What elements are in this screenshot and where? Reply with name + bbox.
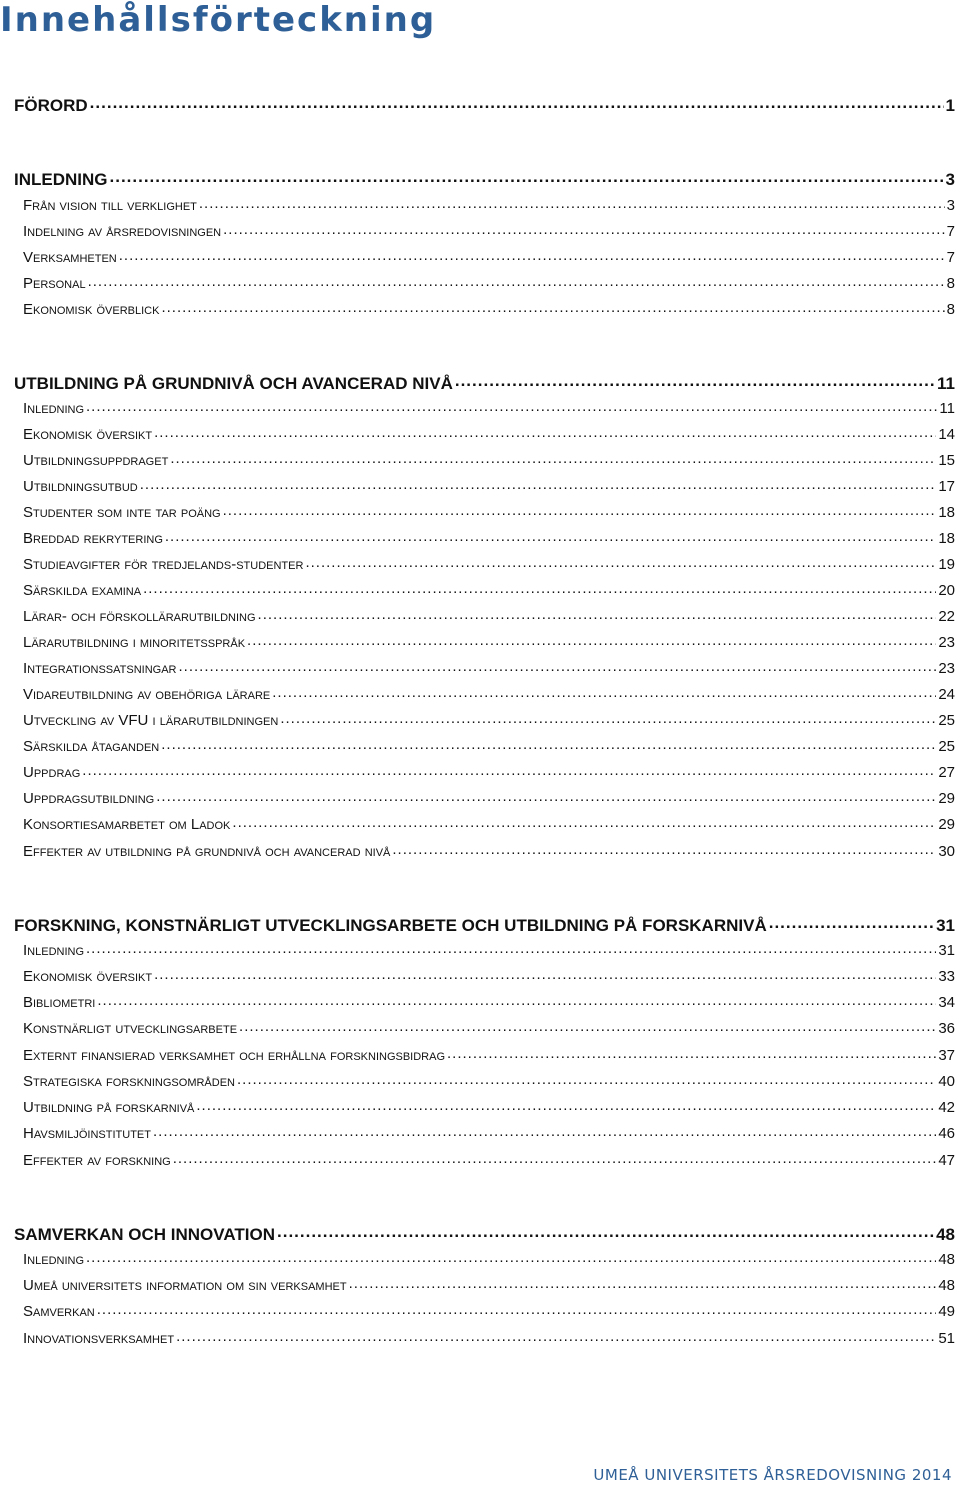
toc-entry-label: INLEDNING xyxy=(14,170,108,189)
toc-entry-label: Strategiska forskningsområden xyxy=(23,1073,235,1090)
toc-leader-dots xyxy=(161,299,944,314)
toc-entry-page-number: 25 xyxy=(938,712,955,729)
toc-entry-page-number: 1 xyxy=(945,96,955,115)
toc-subsection-entry[interactable] xyxy=(23,580,955,599)
toc-leader-dots xyxy=(110,168,944,185)
toc-leader-dots xyxy=(97,1301,937,1316)
toc-leader-dots xyxy=(153,1123,936,1138)
toc-subsection-entry[interactable] xyxy=(23,1275,955,1294)
toc-subsection-entry[interactable] xyxy=(23,1045,955,1064)
toc-entry-label: Inledning xyxy=(23,942,85,959)
toc-entry-label: Samverkan xyxy=(23,1303,95,1320)
toc-leader-dots xyxy=(258,606,937,621)
toc-leader-dots xyxy=(247,632,936,647)
toc-leader-dots xyxy=(455,372,935,389)
toc-leader-dots xyxy=(176,1328,936,1343)
toc-entry-page-number: 46 xyxy=(938,1125,955,1142)
toc-subsection-entry[interactable] xyxy=(23,299,955,318)
toc-subsection-entry[interactable] xyxy=(23,1150,955,1169)
toc-leader-dots xyxy=(154,966,936,981)
toc-leader-dots xyxy=(156,788,936,803)
toc-entry-label: Utbildningsuppdraget xyxy=(23,452,169,469)
toc-entry-page-number: 36 xyxy=(938,1020,955,1037)
toc-entry-page-number: 48 xyxy=(938,1277,955,1294)
toc-section-entry[interactable] xyxy=(14,168,955,190)
toc-entry-page-number: 8 xyxy=(946,275,955,292)
toc-entry-label: Särskilda åtaganden xyxy=(23,738,160,755)
toc-entry-label: Uppdrag xyxy=(23,764,81,781)
toc-entry-page-number: 22 xyxy=(938,608,955,625)
toc-subsection-entry[interactable] xyxy=(23,788,955,807)
toc-entry-page-number: 8 xyxy=(946,301,955,318)
toc-leader-dots xyxy=(161,736,936,751)
toc-subsection-entry[interactable] xyxy=(23,814,955,833)
toc-subsection-entry[interactable] xyxy=(23,195,955,214)
toc-leader-dots xyxy=(179,658,937,673)
toc-entry-page-number: 34 xyxy=(938,994,955,1011)
toc-entry-page-number: 23 xyxy=(938,660,955,677)
toc-entry-page-number: 29 xyxy=(938,816,955,833)
toc-entry-page-number: 49 xyxy=(938,1303,955,1320)
toc-leader-dots xyxy=(165,528,936,543)
toc-entry-page-number: 3 xyxy=(945,170,955,189)
toc-subsection-entry[interactable] xyxy=(23,1123,955,1142)
toc-subsection-entry[interactable] xyxy=(23,966,955,985)
toc-entry-label: Integrationssatsningar xyxy=(23,660,177,677)
toc-leader-dots xyxy=(272,684,936,699)
toc-leader-dots xyxy=(143,580,936,595)
toc-entry-label: Ekonomisk överblick xyxy=(23,301,160,318)
toc-entry-label: Studieavgifter för tredjelands-studenter xyxy=(23,556,304,573)
toc-subsection-entry[interactable] xyxy=(23,992,955,1011)
toc-subsection-entry[interactable] xyxy=(23,1328,955,1347)
toc-entry-label: Studenter som inte tar poäng xyxy=(23,504,221,521)
toc-entry-label: Effekter av forskning xyxy=(23,1152,171,1169)
toc-section-entry[interactable] xyxy=(14,914,955,936)
toc-entry-page-number: 48 xyxy=(936,1225,955,1244)
toc-leader-dots xyxy=(349,1275,937,1290)
toc-subsection-entry[interactable] xyxy=(23,940,955,959)
toc-entry-label: Lärar- och förskollärarutbildning xyxy=(23,608,256,625)
toc-subsection-entry[interactable] xyxy=(23,1097,955,1116)
toc-entry-page-number: 25 xyxy=(938,738,955,755)
toc-entry-label: Indelning av årsredovisningen xyxy=(23,223,222,240)
toc-leader-dots xyxy=(769,914,934,931)
toc-entry-label: Breddad rekrytering xyxy=(23,530,163,547)
toc-leader-dots xyxy=(82,762,936,777)
toc-entry-label: SAMVERKAN OCH INNOVATION xyxy=(14,1225,275,1244)
toc-subsection-entry[interactable] xyxy=(23,424,955,443)
toc-entry-label: FÖRORD xyxy=(14,96,88,115)
toc-leader-dots xyxy=(90,94,944,111)
toc-leader-dots xyxy=(119,247,945,262)
toc-entry-page-number: 33 xyxy=(938,968,955,985)
toc-subsection-entry[interactable] xyxy=(23,684,955,703)
toc-leader-dots xyxy=(305,554,936,569)
toc-subsection-entry[interactable] xyxy=(23,1249,955,1268)
toc-leader-dots xyxy=(173,1150,937,1165)
toc-subsection-entry[interactable] xyxy=(23,1301,955,1320)
toc-entry-label: Externt finansierad verksamhet och erhållna forskningsbidrag xyxy=(23,1047,446,1064)
toc-leader-dots xyxy=(97,992,936,1007)
toc-leader-dots xyxy=(392,841,936,856)
toc-entry-page-number: 42 xyxy=(938,1099,955,1116)
toc-entry-page-number: 15 xyxy=(938,452,955,469)
toc-entry-label: Effekter av utbildning på grundnivå och avancerad nivå xyxy=(23,843,391,860)
toc-leader-dots xyxy=(140,476,937,491)
toc-subsection-entry[interactable] xyxy=(23,476,955,495)
toc-entry-page-number: 31 xyxy=(938,942,955,959)
toc-entry-label: FORSKNING, KONSTNÄRLIGT UTVECKLINGSARBETE OCH UTBILDNING PÅ FORSKARNIVÅ xyxy=(14,916,767,935)
toc-entry-page-number: 3 xyxy=(946,197,955,214)
toc-subsection-entry[interactable] xyxy=(23,710,955,729)
toc-entry-page-number: 24 xyxy=(938,686,955,703)
toc-entry-label: Inledning xyxy=(23,400,85,417)
toc-entry-page-number: 17 xyxy=(938,478,955,495)
toc-entry-page-number: 48 xyxy=(938,1251,955,1268)
toc-subsection-entry[interactable] xyxy=(23,841,955,860)
toc-entry-label: Utveckling av VFU i lärarutbildningen xyxy=(23,712,279,729)
toc-subsection-entry[interactable] xyxy=(23,736,955,755)
toc-subsection-entry[interactable] xyxy=(23,273,955,292)
toc-entry-page-number: 47 xyxy=(938,1152,955,1169)
toc-subsection-entry[interactable] xyxy=(23,398,955,417)
toc-leader-dots xyxy=(237,1071,936,1086)
toc-subsection-entry[interactable] xyxy=(23,762,955,781)
toc-leader-dots xyxy=(280,710,936,725)
toc-entry-page-number: 18 xyxy=(938,504,955,521)
toc-entry-label: Utbildningsutbud xyxy=(23,478,138,495)
toc-leader-dots xyxy=(232,814,936,829)
toc-entry-label: Vidareutbildning av obehöriga lärare xyxy=(23,686,271,703)
toc-entry-label: Umeå universitets information om sin verksamhet xyxy=(23,1277,347,1294)
toc-subsection-entry[interactable] xyxy=(23,606,955,625)
toc-entry-label: Uppdragsutbildning xyxy=(23,790,155,807)
toc-entry-label: Personal xyxy=(23,275,86,292)
toc-entry-label: Utbildning på forskarnivå xyxy=(23,1099,195,1116)
toc-subsection-entry[interactable] xyxy=(23,1018,955,1037)
toc-section-entry[interactable] xyxy=(14,1223,955,1245)
toc-entry-label: Från vision till verklighet xyxy=(23,197,197,214)
toc-entry-label: Bibliometri xyxy=(23,994,96,1011)
toc-entry-page-number: 40 xyxy=(938,1073,955,1090)
toc-section-entry[interactable] xyxy=(14,94,955,116)
toc-entry-label: Konstnärligt utvecklingsarbete xyxy=(23,1020,238,1037)
toc-leader-dots xyxy=(88,273,945,288)
toc-leader-dots xyxy=(86,1249,936,1264)
page-title: Innehållsförteckning xyxy=(0,0,437,40)
toc-entry-page-number: 11 xyxy=(937,374,955,393)
toc-entry-page-number: 7 xyxy=(946,223,955,240)
toc-entry-page-number: 7 xyxy=(946,249,955,266)
toc-entry-label: Särskilda examina xyxy=(23,582,142,599)
toc-entry-page-number: 37 xyxy=(938,1047,955,1064)
toc-subsection-entry[interactable] xyxy=(23,247,955,266)
toc-entry-label: Havsmiljöinstitutet xyxy=(23,1125,151,1142)
toc-entry-page-number: 31 xyxy=(936,916,955,935)
toc-entry-page-number: 20 xyxy=(938,582,955,599)
toc-leader-dots xyxy=(223,502,937,517)
toc-entry-page-number: 14 xyxy=(938,426,955,443)
toc-subsection-entry[interactable] xyxy=(23,221,955,240)
toc-leader-dots xyxy=(199,195,945,210)
toc-subsection-entry[interactable] xyxy=(23,554,955,573)
toc-leader-dots xyxy=(170,450,936,465)
toc-leader-dots xyxy=(86,398,937,413)
toc-entry-label: Lärarutbildning i minoritetsspråk xyxy=(23,634,246,651)
toc-entry-page-number: 18 xyxy=(938,530,955,547)
toc-entry-page-number: 19 xyxy=(938,556,955,573)
toc-subsection-entry[interactable] xyxy=(23,1071,955,1090)
toc-section-entry[interactable] xyxy=(14,372,955,394)
toc-entry-page-number: 27 xyxy=(938,764,955,781)
toc-entry-page-number: 51 xyxy=(938,1330,955,1347)
toc-entry-label: Verksamheten xyxy=(23,249,117,266)
toc-entry-page-number: 29 xyxy=(938,790,955,807)
toc-subsection-entry[interactable] xyxy=(23,450,955,469)
toc-entry-label: Inledning xyxy=(23,1251,85,1268)
toc-entry-label: Innovationsverksamhet xyxy=(23,1330,175,1347)
toc-leader-dots xyxy=(86,940,936,955)
toc-entry-page-number: 11 xyxy=(939,400,955,417)
toc-leader-dots xyxy=(154,424,936,439)
toc-entry-label: Ekonomisk översikt xyxy=(23,968,153,985)
toc-leader-dots xyxy=(223,221,945,236)
toc-leader-dots xyxy=(447,1045,936,1060)
toc-entry-label: Ekonomisk översikt xyxy=(23,426,153,443)
toc-leader-dots xyxy=(239,1018,936,1033)
toc-entry-page-number: 30 xyxy=(938,843,955,860)
page-footer: UMEÅ UNIVERSITETS ÅRSREDOVISNING 2014 xyxy=(593,1466,952,1484)
toc-entry-label: Konsortiesamarbetet om Ladok xyxy=(23,816,231,833)
toc-subsection-entry[interactable] xyxy=(23,632,955,651)
toc-subsection-entry[interactable] xyxy=(23,528,955,547)
toc-leader-dots xyxy=(277,1223,934,1240)
toc-entry-page-number: 23 xyxy=(938,634,955,651)
toc-subsection-entry[interactable] xyxy=(23,502,955,521)
toc-entry-label: UTBILDNING PÅ GRUNDNIVÅ OCH AVANCERAD NIVÅ xyxy=(14,374,453,393)
toc-leader-dots xyxy=(196,1097,936,1112)
toc-subsection-entry[interactable] xyxy=(23,658,955,677)
